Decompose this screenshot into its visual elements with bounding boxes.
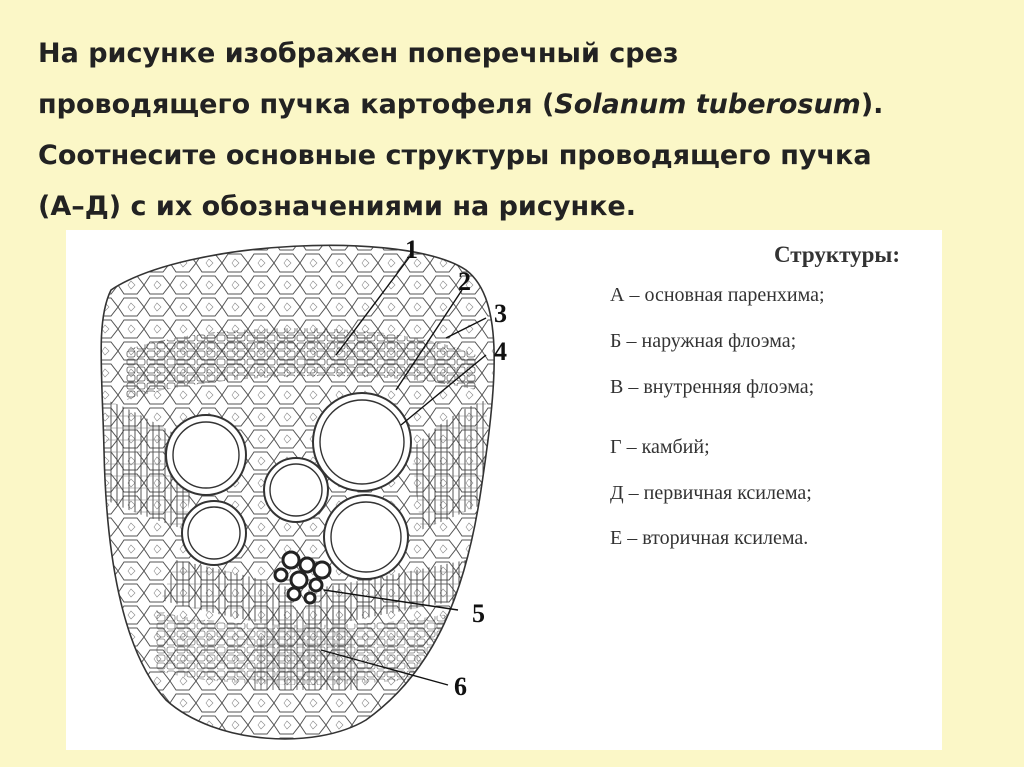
question-line-3: Соотнесите основные структуры проводящего пучка xyxy=(38,140,872,171)
legend-title: Структуры: xyxy=(774,242,901,267)
question-line-1: На рисунке изображен поперечный срез xyxy=(38,38,679,69)
legend-item-a: А – основная паренхима; xyxy=(610,284,825,306)
figure-label-4: 4 xyxy=(494,337,507,366)
figure-label-2: 2 xyxy=(458,267,471,296)
figure-label-6: 6 xyxy=(454,672,467,701)
question-text xyxy=(38,28,988,232)
legend-item-d: Д – первичная ксилема; xyxy=(610,482,812,504)
legend-item-g: Г – камбий; xyxy=(610,436,710,458)
figure-label-5: 5 xyxy=(472,599,485,628)
question-line-2-start: проводящего пучка картофеля ( xyxy=(38,89,555,120)
figure-label-3: 3 xyxy=(494,299,507,328)
question-line-2-end: ). xyxy=(860,89,884,120)
question-line-2 xyxy=(38,79,988,130)
legend-item-e: Е – вторичная ксилема. xyxy=(610,527,809,549)
figure-panel xyxy=(66,230,942,750)
figure-label-1: 1 xyxy=(405,235,418,264)
question-line-4: (А–Д) с их обозначениями на рисунке. xyxy=(38,191,636,222)
legend-item-v: В – внутренняя флоэма; xyxy=(610,376,815,398)
species-name: Solanum tuberosum xyxy=(554,89,861,120)
legend-item-b: Б – наружная флоэма; xyxy=(610,330,797,352)
vascular-bundle-drawing xyxy=(66,230,606,750)
